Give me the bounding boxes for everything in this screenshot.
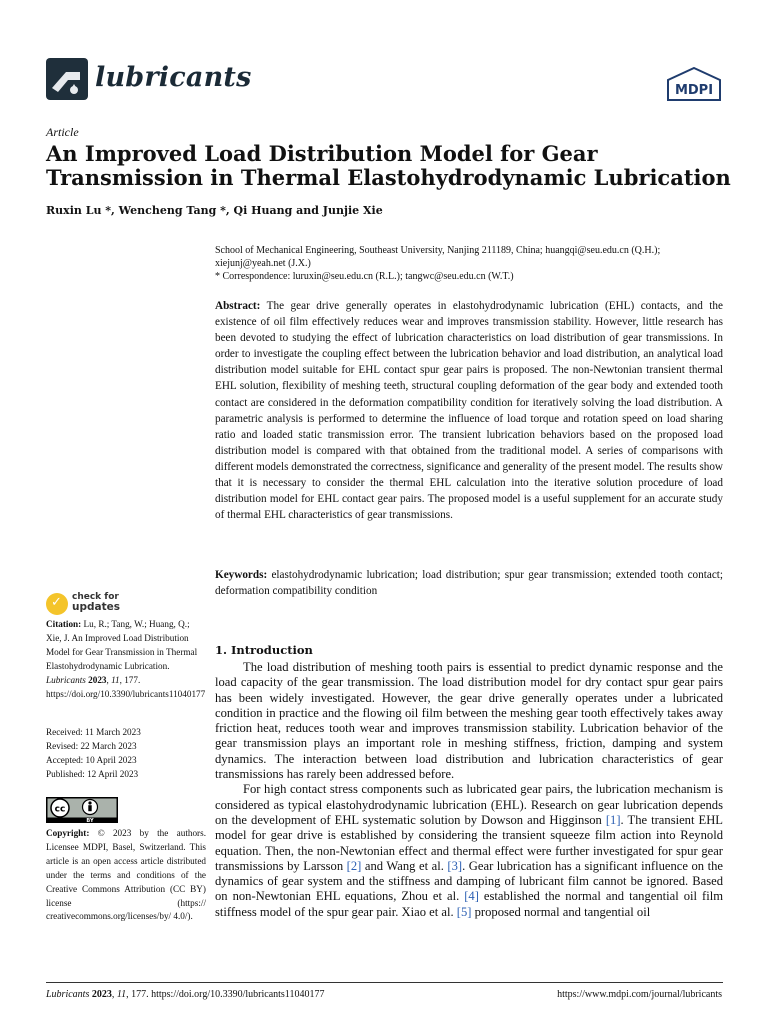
citation-journal: Lubricants: [46, 674, 86, 685]
footer-doi-link[interactable]: , 177. https://doi.org/10.3390/lubricants11040177: [126, 989, 325, 1000]
abstract: [215, 298, 723, 523]
abstract-text: The gear drive generally operates in elastohydrodynamic lubrication (EHL) contacts, and the existence of oil film effectively reduces wear and improves transmission stability. However, little research has been devoted to studying the effect of lubrication characteristics on load distribution of gear transmissions. In order to investigate the coupling effect between the lubrication behavior and load distribution, an analytical load distribution model suitable for EHL contact spur gear pairs is proposed. The non-Newtonian transient thermal EHL solution, flexibility of meshing teeth, structural coupling deformation of the gear body and extended tooth contact are considered in the deformation compatibility condition for iteratively solving the load distribution. A parametric analysis is performed to determine the influence of load torque and rotation speed on load sharing ratio and loaded static transmission error. The transient lubrication behaviors based on the proposed load distribution model is compared with that obtained from the traditional model. A series of comparisons with different models demonstrated the correctness, significance and generality of the present model. The results show that it is necessary to consider the thermal EHL calculation into the iterative solution procedure of load distribution model for EHL contact gear pairs. The proposed model is a useful supplement for an accurate study of thermal EHL characteristics of gear transmissions.: [215, 300, 723, 522]
affiliation-line: School of Mechanical Engineering, Southeast University, Nanjing 211189, China; huangqi@seu.edu.cn (Q.H.); xiejunj@yeah.net (J.X.): [215, 245, 661, 269]
citation-volume: 11: [111, 674, 120, 685]
copyright-text: © 2023 by the authors. Licensee MDPI, Basel, Switzerland. This article is an open access article distributed under the terms and conditions of the Creative Commons Attribution (CC BY) license (https:// creativecommons.org/licenses/by/ 4.0/).: [46, 828, 206, 922]
article-type: Article: [46, 125, 79, 139]
citation-year: 2023: [88, 674, 107, 685]
mdpi-logo: [666, 67, 722, 101]
check-updates-line2: updates: [72, 601, 120, 613]
article-title: An Improved Load Distribution Model for Gear Transmission in Thermal Elastohydrodynamic Lubrication: [46, 141, 731, 190]
reference-link[interactable]: [4]: [464, 889, 479, 904]
paragraph: The load distribution of meshing tooth pairs is essential to predict dynamic response and the load capacity of the gear transmission. The load distribution model for dry contact spur gear pairs has been widely investigated. However, the gear drive generally operates under a lubricated condition in practice and the flowing oil film between the meshing gear tooth effectively takes away friction heat, reduces tooth wear and improves transmission stability. Lubrication behavior of the gear transmission plays an important role in meshing stiffness, friction, damping and system dynamics. The interaction between load distribution and lubrication characteristics of gear transmissions has rarely been addressed before.: [215, 660, 723, 782]
keywords: [215, 567, 723, 599]
reference-link[interactable]: [2]: [346, 858, 362, 873]
introduction-text: [215, 660, 723, 920]
footer-journal-url[interactable]: https://www.mdpi.com/journal/lubricants: [557, 989, 722, 1000]
keywords-text: elastohydrodynamic lubrication; load distribution; spur gear transmission; extended tooth contact; deformation compatibility condition: [215, 569, 723, 597]
copyright-label: Copyright:: [46, 828, 90, 838]
footer-citation: Lubricants 2023, 11, 177. https://doi.org/10.3390/lubricants11040177: [46, 989, 325, 1000]
footer-journal: Lubricants: [46, 989, 90, 1000]
citation-doi[interactable]: , 177. https://doi.org/10.3390/lubricants11040177: [46, 674, 206, 699]
paragraph: [215, 782, 723, 920]
lubricants-logo-icon: [46, 58, 88, 100]
mdpi-logo-text: MDPI: [674, 83, 714, 98]
reference-link[interactable]: [1]: [605, 812, 621, 827]
text-run: For high contact stress components such as lubricated gear pairs, the lubrication mechanism is considered as typical elastohydrodynamic lubrication (EHL). Research on gear lubrication depends on the development of EHL systematic solution by Dowson and Higginson: [215, 782, 723, 827]
citation-text: Lu, R.; Tang, W.; Huang, Q.; Xie, J. An Improved Load Distribution Model for Gear Transmission in Thermal Elastohydrodynamic Lubrication.: [46, 619, 198, 671]
reference-link[interactable]: [5]: [456, 904, 472, 919]
accepted-date: Accepted: 10 April 2023: [46, 754, 137, 765]
text-run: established the normal and tangential oil film stiffness model of the spur gear pair. Xiao et al.: [215, 889, 723, 919]
abstract-label: Abstract:: [215, 300, 261, 312]
citation-label: Citation:: [46, 619, 82, 629]
footer-divider: [46, 982, 723, 983]
text-run: . Gear lubrication has a significant influence on the dynamics of gear system and the stiffness and damping of lubricant film cannot be ignored. Based on non-Newtonian EHL equations, Zhou et al.: [215, 858, 723, 904]
keywords-label: Keywords:: [215, 569, 268, 581]
footer-year: 2023: [91, 989, 112, 1000]
cc-by-license-icon[interactable]: [46, 797, 118, 823]
footer-volume: 11: [116, 989, 127, 1000]
svg-text:cc: cc: [54, 804, 66, 815]
text-run: . The transient EHL model for gear drive is established by considering the transient squeeze film action into Reynold equation. Then, the non-Newtonian effect and thermal effect were further investigated for spur gear transmissions by Larsson: [215, 812, 723, 873]
correspondence-line: * Correspondence: luruxin@seu.edu.cn (R.L.); tangwc@seu.edu.cn (W.T.): [215, 271, 514, 282]
revised-date: Revised: 22 March 2023: [46, 740, 137, 751]
text-run: proposed normal and tangential oil: [471, 904, 651, 919]
text-run: and Wang et al.: [361, 858, 448, 873]
check-updates-icon: ✓: [46, 593, 68, 615]
copyright-notice: [46, 827, 206, 924]
check-for-updates-button[interactable]: [46, 592, 126, 618]
reference-link[interactable]: [3]: [447, 858, 463, 873]
section-heading: 1. Introduction: [215, 643, 313, 657]
cc-by-text: BY: [86, 818, 94, 823]
journal-name: lubricants: [95, 62, 252, 93]
publication-dates: [46, 726, 206, 782]
affiliations: [215, 244, 725, 283]
check-updates-line1: check for: [72, 592, 119, 602]
check-updates-label: [72, 592, 120, 612]
received-date: Received: 11 March 2023: [46, 727, 141, 737]
published-date: Published: 12 April 2023: [46, 768, 139, 779]
citation-block: Citation: Lu, R.; Tang, W.; Huang, Q.; Xie, J. An Improved Load Distribution Model for Gear Transmission in Thermal Elastohydrodynamic Lubrication. Lubricants 2023, 11, 177. https://doi.org/10.3390/lubricants11040177: [46, 619, 206, 699]
author-list: Ruxin Lu *, Wencheng Tang *, Qi Huang and Junjie Xie: [46, 204, 383, 217]
